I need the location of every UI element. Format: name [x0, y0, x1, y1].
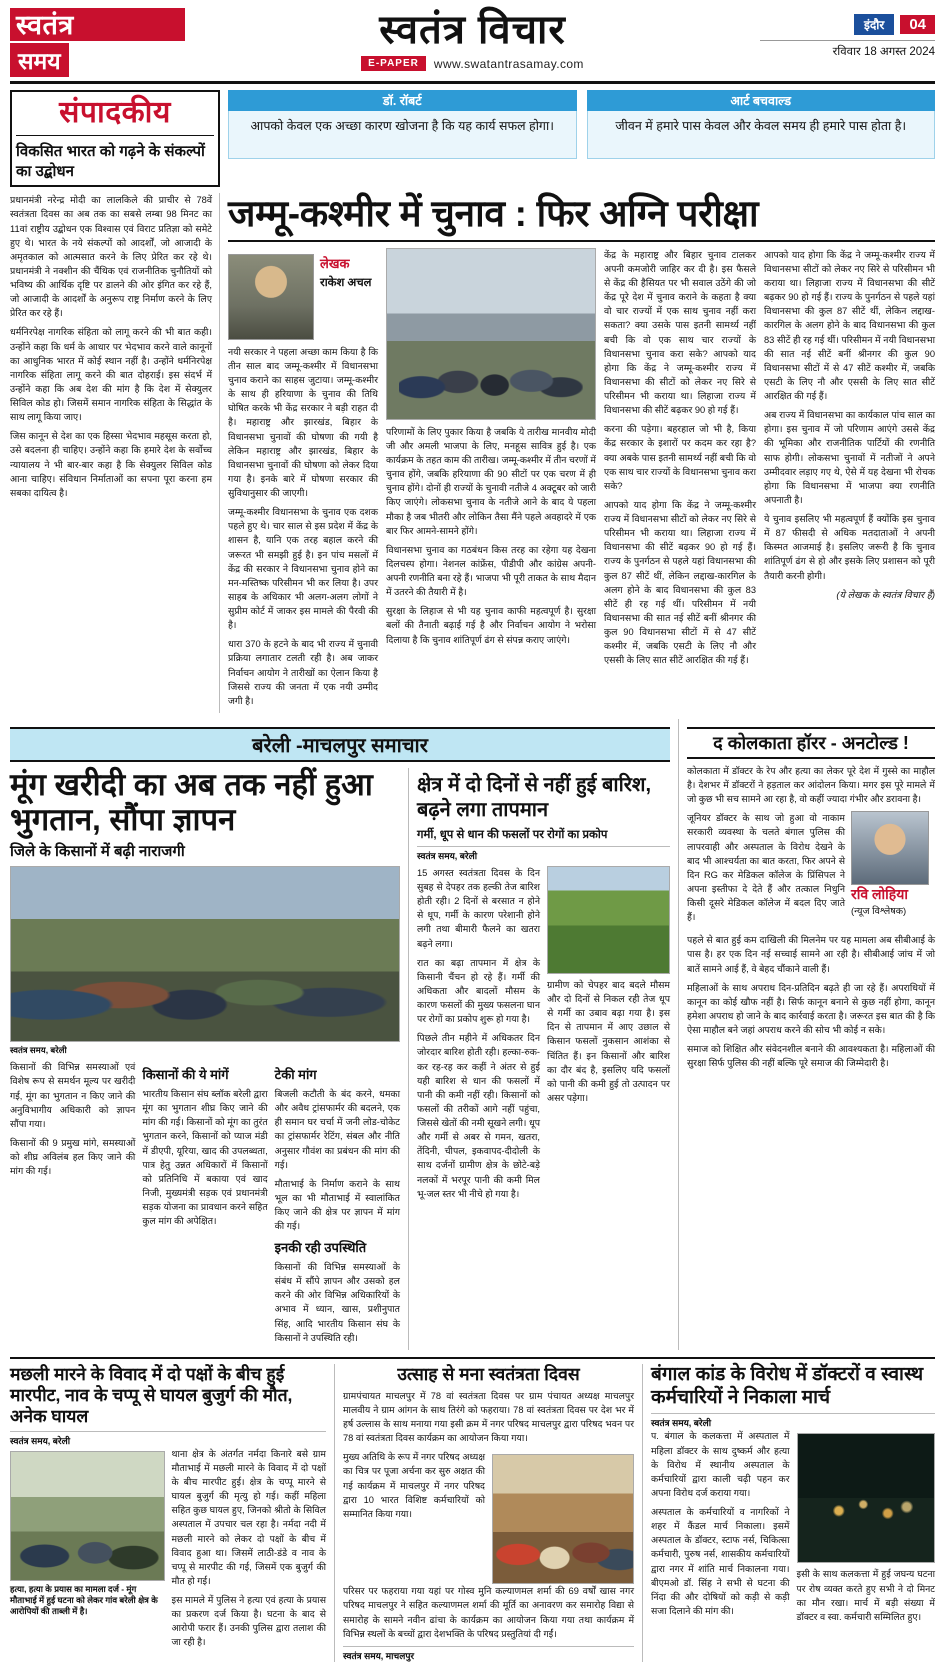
bottom-1-p1: थाना क्षेत्र के अंतर्गत नर्मदा किनारे बसे ग्राम मौताभाई में मछली मारने के विवाद में दो पक्षों के बीच मारपीट हुई। क्षेत्र के चप्पू मारने से घायल बुजुर्ग की मृत्यु हो गई। कहीं महिला सहित कुछ घायल हुए, जिनको श्रीतो के सिविल अस्पताल में उपचार चल रहा है। नर्मदा नदी में मछली मारने को लेकर दो पक्षों के बीच में विवाद हुआ था। जिसमें लाठी-डंडे व नाव के चप्पू से मारपीट की गई, जिसमें एक बुजुर्ग की मौत हो गई। — [171, 1448, 326, 1586]
newspaper-logo — [10, 8, 185, 77]
quote-band — [228, 90, 935, 187]
quote-author-2: आर्ट बचवाल्ड — [587, 90, 936, 111]
moong-col-1 — [10, 1060, 135, 1350]
kolkata-title: द कोलकाता हॉरर - अनटोल्ड ! — [687, 727, 935, 759]
moong-sub-p1: बिजली कटौती के बंद करने, धमका और अवैध ट्रांसफार्मर की बदलने, एक ही समान घर चर्चा में जनी लोड-चोकेट का ट्रांसफार्मर रेटिंग, संबल और नीति अनुसार गौवंश का प्रबंधन की मांग की गई। — [274, 1089, 400, 1170]
kolkata-story — [678, 719, 935, 1350]
moong-headline: मूंग खरीदी का अब तक नहीं हुआ भुगतान, सौंपा ज्ञापन — [10, 766, 373, 837]
editorial-body — [10, 193, 220, 713]
top-band — [10, 90, 935, 187]
moong-col-2 — [142, 1060, 267, 1350]
editorial-para-1: प्रधानमंत्री नरेन्द्र मोदी का लालकिले की प्राचीर से 78वें स्वतंत्रता दिवस का अब तक का सबसे लम्बा 98 मिनट का 11वां राष्ट्रीय उद्बोधन एक विश्वास एवं विराट प्रतिज्ञा को समेटे हुए थे। भारत के नये संकल्पों को आदर्शों, जो आजादी के अमृतकाल को आत्मसात करने के लिए प्रेरित कर रहे थे। प्रधानमंत्री ने नक्शीन की चैंथिक एवं राजनीतिक चुनौतियों को भविष्य की आर्थिक दृष्टि पर डालने की ओर इंगित कर रहे हैं, जो आजादी के आदर्शों के अनुरूप राष्ट्र निर्माण करने के लिए प्रेरित कर रहे हैं। — [10, 195, 212, 319]
editorial-para-3: जिस कानून से देश का एक हिस्सा भेदभाव महसूस करता हो, उसे बदलना ही चाहिए। उन्होंने कहा कि हमारे देश के सर्वोच्च न्यायालय ने भी बार-बार कहा है कि सेक्युलर सिविल कोड आना चाहिए। संविधान निर्माताओं का सपना पूरा करना हम सबका दायित्व है। — [10, 431, 212, 498]
bottom-2-byline: स्वतंत्र समय, माचलपुर — [343, 1646, 634, 1662]
bottom-1-photo — [10, 1451, 165, 1581]
analyst-name: रवि लोहिया — [851, 886, 908, 903]
lead-columns — [228, 248, 935, 713]
moong-photo — [10, 866, 400, 1042]
bottom-3-photo — [797, 1433, 936, 1563]
moong-subcol-head: टेकी मांग — [274, 1067, 317, 1083]
lead-c1-p1: नयी सरकार ने पहला अच्छा काम किया है कि तीन साल बाद जम्मू-कश्मीर में विधानसभा चुनाव कराने का साहस जुटाया। जम्मू-कश्मीर के साथ ही हरियाणा के चुनाव की तिथि घोषित करके भी केंद्र सरकार ने बड़ी राहत दी है। महाराष्ट्र और झारखंड, बिहार के विधानसभा चुनावों की घोषणा की गयी है लेकिन महाराष्ट्र और झारखंड, बिहार के विधानसभा चुनावों की घोषणा को लेकर दिया गया है। इनके बारे में घोषणा सरकार की सुविधानुसार की जाएगी। — [228, 346, 378, 499]
lead-c3-p1: केंद्र के महाराष्ट्र और बिहार चुनाव टालकर अपनी कमजोरी जाहिर कर दी है। इस फैसले से केंद्र की हैसियत पर भी सवाल उठेंगे की जो केंद्र पूरे देश में चुनाव कराने के कहता है क्या वो चार राज्यों में एक साथ चुनाव नहीं करा सकता? क्या उसके पास इतनी सामर्थ्य नहीं बची कि वो एक साथ चार राज्यों के विधानसभा चुनाव करा सके? आपको याद होगा कि केंद्र ने जम्मू-कश्मीर राज्य में विधानसभा की सीटों को लेकर नए सिरे से परिसीमन भी कराया था। लिहाजा राज्य में विधानसभा की सीटें बढ़कर 90 हो गई हैं। — [604, 249, 756, 416]
masthead — [10, 8, 935, 84]
bottom-story-2 — [334, 1364, 634, 1662]
section-bar-bareilly: बरेली -माचलपुर समाचार — [10, 727, 670, 762]
rain-col-2 — [547, 866, 670, 1206]
lead-c3-p3: आपको याद होगा कि केंद्र ने जम्मू-कश्मीर राज्य में विधानसभा सीटों को लेकर नए सिरे से परिसीमन भी कराया था। लिहाजा राज्य में विधानसभा की सीटें बढ़कर 90 हो गई हैं। राज्य के पुनर्गठन से पहले यहां विधानसभा की कुल 87 सीटें थीं, लेकिन लद्दाख-कारगिल के अलग होने के बाद विधानसभा की कुल 83 सीटें ही रह गई थीं। परिसीमन में नयी विधानसभा की सात नई सीटें बनीं श्रीनगर की कुल 90 विधानसभा सीटों में से 47 सीटें कश्मीर में, जबकि एसटी के लिए नौ और एससी के लिए सात सीटें आरक्षित की गई हैं। — [604, 499, 756, 666]
bottom-3-p1: प. बंगाल के कलकत्ता में अस्पताल में महिला डॉक्टर के साथ दुष्कर्म और हत्या के विरोध में स्थानीय अस्पताल के कर्मचारियों द्वारा काली चढ़ी पहन कर अपना विरोध दर्ज कराया गया। — [651, 1431, 790, 1498]
editorial-title: संपादकीय — [59, 96, 171, 130]
lead-story — [228, 193, 935, 713]
rain-subhead: गर्मी, धूप से धान की फसलों पर रोगों का प्रकोप — [417, 828, 608, 841]
bottom-story-1 — [10, 1364, 326, 1662]
quote-author-1: डॉ. रॉबर्ट — [228, 90, 577, 111]
bottom-2-p2: मुख्य अतिथि के रूप में नगर परिषद अध्यक्ष का चित्र पर पूजा अर्चना कर सुरु अक्षत की गई कार्यक्रम में माचलपुर में नगर परिषद द्वारा 10 भारत विशिष्ट कर्मचारियों को सम्मानित किया गया। — [343, 1452, 485, 1519]
bottom-3-p3: इसी के साथ कलकत्ता में हुई जघन्य घटना पर रोष व्यक्त करते हुए सभी ने दो मिनट का मौन रखा। मार्च में बड़ी संख्या में डॉक्टर व स्वा. कर्मचारी सम्मिलित हुए। — [796, 1569, 935, 1622]
kolkata-p5: समाज को शिक्षित और संवेदनशील बनाने की आवश्यकता है। महिलाओं की सुरक्षा सिर्फ पुलिस की नहीं बल्कि पूरे समाज की जिम्मेदारी है। — [687, 1044, 935, 1069]
bottom-region — [10, 1357, 935, 1662]
moong-photo-caption: स्वतंत्र समय, बरेली — [10, 1045, 67, 1056]
bottom-3-p2: अस्पताल के कर्मचारियों व नागरिकों ने शहर में कैंडल मार्च निकाला। इसमें अस्पताल के डॉक्टर, स्टाफ नर्स, चिकित्सा कर्मचारी, पुरुष नर्स, शासकीय कर्मचारियों द्वारा नगर में शांति मार्च निकालना गया। बीएमओ डॉ. सिंह ने सभी से घटना की निंदा की और दोषियों को कड़ी से कड़ी सजा दिलाने की मांग की। — [651, 1507, 790, 1616]
editorial-para-2: धर्मनिरपेक्ष नागरिक संहिता को लागू करने की भी बात कही। उन्होंने कहा कि धर्म के आधार पर भेदभाव करने वाले कानूनों का आधुनिक भारत में कोई स्थान नहीं है। उन्होंने धर्मनिरपेक्ष नागरिक संहिता लागू करने की बात दोहराई। इस संदर्भ में उन्होंने कहा कि अब देश की मांग है कि देश में सेक्युलर सिविल कोड हो। जिसमें समान नागरिक संहिता के सिद्धांत के साथ लागू किया जाए। — [10, 327, 212, 423]
moong-col2-head: किसानों की ये मांगें — [142, 1067, 229, 1083]
moong-c3-p1: किसानों की विभिन्न समस्याओं के संबंध में सौंपे ज्ञापन और उसको हल करने की ओर विभिन्न अधिकारियों के अभाव में ध्यान, खास, प्रशीनुपात सिंह, आदि भारतीय किसान संघ के किसानों ने उपस्थिति रही। — [274, 1262, 400, 1343]
rain-p1: 15 अगस्त स्वतंत्रता दिवस के दिन सुबह से देपहर तक हल्की तेज बारिश होती रही। 2 दिनों से बरसात न होने से धूप, गर्मी के कारण परेशानी होने लगी तथा बीमारी फैलने का खतरा बढ़ने लगा। — [417, 867, 540, 949]
rain-photo — [547, 866, 670, 974]
kolkata-p3: पहले से बात हुई कम दाखिली की मिलनेम पर यह मामला अब सीबीआई के पास है। हर एक दिन नई सच्चाई सामने आ रही है। सीबीआई जांच में जो बातें सामने आई हैं, वे बेहद चौंकाने वाली हैं। — [687, 935, 935, 974]
main-region — [10, 193, 935, 713]
lead-closing-note: (ये लेखक के स्वतंत्र विचार हैं) — [836, 589, 935, 601]
lead-col-1 — [228, 248, 378, 713]
quote-text-1: आपको केवल एक अच्छा कारण खोजना है कि यह कार्य सफल होगा। — [228, 111, 577, 159]
lead-headline: जम्मू-कश्मीर में चुनाव : फिर अग्नि परीक्षा — [228, 193, 935, 241]
mid-region — [10, 719, 935, 1350]
edition-badge: इंदौर — [854, 14, 894, 35]
lead-c1-p2: जम्मू-कश्मीर विधानसभा के चुनाव एक दशक पहले हुए थे। चार साल से इस प्रदेश में केंद्र के शासन है, यानि एक तरह बहाल करने की जरूरत भी समझी हुई है। इन पांच मसलों में केंद्र की सरकार ने विधानसभा चुनाव होने का मन-मस्तिष्क परिसीमन भी कर लिया है। उपर साहब के अधिकार भी अलग-अलग लोगों ने सुप्रीम कोर्ट में जाकर इस मामले की पैरवी की है। — [228, 507, 378, 631]
lead-col-2 — [386, 248, 596, 713]
epaper-badge: E-PAPER — [361, 56, 426, 71]
analyst-role: (न्यूज विश्लेषक) — [851, 906, 907, 918]
bottom-1-p2: इस मामले में पुलिस ने हत्या एवं हत्या के प्रयास का प्रकरण दर्ज किया है। घटना के बाद से आरोपी फरार हैं। उनकी पुलिस द्वारा तलाश की जा रही है। — [171, 1595, 326, 1648]
website-url[interactable]: www.swatantrasamay.com — [433, 56, 584, 71]
moong-story — [10, 768, 400, 1350]
kolkata-p1: कोलकाता में डॉक्टर के रेप और हत्या का लेकर पूरे देश में गुस्से का माहौल है। देशभर में डॉक्टरों ने हड़ताल कर आंदोलन किया। मगर इस पूरे मामले में जो कुछ भी सच सामने आ रहा है, वो कहीं ज्यादा गंभीर और डरावना है। — [687, 765, 935, 805]
analyst-photo — [851, 811, 929, 885]
rain-headline: क्षेत्र में दो दिनों से नहीं हुई बारिश, बढ़ने लगा तापमान — [417, 773, 652, 821]
moong-c2-p1: भारतीय किसान संघ ब्लॉक बरेली द्वारा मूंग का भुगतान शीघ्र किए जाने की मांग की गई। किसानों को मूंग का तुरंत भुगतान करने, किसानों को प्याज मंडी में डीएपी, यूरिया, खाद की उपलब्धता, पात्र हेतु उन्नत अधिकारों में किसानों को प्रतिनिधि में बकाया एवं खाद निजी, मुख्यमंत्री सड़क एवं प्रधानमंत्री सड़क योजना का प्रावधान करने सहित कुल मांग की अपेक्षित। — [142, 1089, 268, 1227]
author-tag: लेखक — [320, 255, 350, 271]
moong-c1-p2: किसानों की 9 प्रमुख मांगे, समस्याओं को शीघ्र अविलंब हल किए जाने की मांग की गई। — [10, 1137, 136, 1177]
publication-date: रविवार 18 अगस्त 2024 — [760, 40, 935, 59]
editorial-column-head — [10, 90, 220, 187]
bottom-1-caption: हत्या, हत्या के प्रयास का मामला दर्ज - मूंग मौताभाई में हुई घटना को लेकर गांव बरेली क्षेत्र के आरोपियों की ताब्ली में है। — [10, 1583, 158, 1616]
masthead-right — [760, 8, 935, 59]
bareilly-section — [10, 719, 670, 1350]
rain-p2: रात का बढ़ा तापमान में क्षेत्र के किसानी चैंचन हो रहे हैं। गर्मी की अधिकता और बादलों मौसम के कारण फसलों की मुख्य फसलना घान पर रोगों का प्रकोप शुरू हो गया है। — [417, 957, 540, 1025]
rain-p3: पिछले तीन महीने में अधिकतर दिन जोरदार बारिश होती रही। हल्का-रुक-कर रह-रह कर कहीं ने अंतर से हुई यही बारिश से धान की फसलों में पानी की कमी नहीं रही। किसानों को फसलों की तरीकों आगे नहीं पहुंचा, जिससे खेतों की नमी सूखने लगी। धूप और गर्मी से अबर से गमन, खतरा, तेंदिनी, चीपल, इकवापद-दीदोली के साथ दर्जनों ग्रामीण क्षेत्र के छोटे-बड़े नलकों में भरपूर पानी की कमी मिल भू-जल स्तर भी नीचे हो गया है। — [417, 1033, 540, 1199]
lead-c2-p1: परिणामों के लिए पुकार किया है जबकि ये तारीख मानवीय मोदी जी और अमली भाजपा के लिए, मनहूस सावित्र हुई है। एक कार्यक्रम के तहत काम की तारीख। जम्मू-कश्मीर में तीन चरणों में चुनाव होंगे, जबकि हरियाणा की 90 सीटों पर एक चरण में ही चुनाव होंगे। दोनों ही राज्यों के चुनावी नतीजे 4 अक्टूबर को जारी किए जाएंगे। लोकसभा चुनाव के नतीजे आने के बाद ये पहला मौका है जब भीतरी और लोकिन तैसा मैंने पहले अवहादरे में एक बार फिर आमने-सामने होंगे। — [386, 426, 596, 536]
lead-c4-p1: आपको याद होगा कि केंद्र ने जम्मू-कश्मीर राज्य में विधानसभा सीटों को लेकर नए सिरे से परिसीमन भी कराया था। लिहाजा राज्य में विधानसभा की सीटें बढ़कर 90 हो गई हैं। राज्य के पुनर्गठन से पहले यहां विधानसभा की कुल 87 सीटें थीं, लेकिन लद्दाख-कारगिल के अलग होने के बाद विधानसभा की कुल 83 सीटें ही रह गई थीं। परिसीमन में नयी विधानसभा की सात नई सीटें बनीं श्रीनगर की कुल 90 विधानसभा सीटों में से 47 सीटें कश्मीर में, जबकि एसटी के लिए नौ और एससी के लिए सात सीटें आरक्षित की गई हैं। — [764, 249, 935, 402]
bottom-2-p3: परिसर पर फहराया गया यहां पर गोस्व मुनि कल्याणमल शर्मा की 69 वर्षों खास नगर परिषद माचलपुर ने सहित कल्याणमल शर्मा की मूर्ति का अनावरण कर समारोह विद्या से समारोह के सामने नवीन ढांचा के कार्यक्रम का आयोजन किया गया तथा कार्यक्रम में विभिन्न स्थलों के बच्चों द्वारा देशभक्ति के परिषद प्रस्तुतियां दी गईं। — [343, 1586, 634, 1639]
author-name: राकेश अचल — [320, 276, 372, 289]
quote-box-2 — [587, 90, 936, 187]
rain-story — [408, 768, 670, 1350]
rain-byline: स्वतंत्र समय, बरेली — [417, 846, 670, 862]
analyst-block — [687, 811, 935, 929]
lead-c3-p2: करना की पड़ेगा। बहरहाल जो भी है, किया केंद्र सरकार के इशारों पर कदम कर रहा है? क्या अबके पास इतनी सामर्थ्य नहीं बची कि वो एक साथ चार राज्यों के विधानसभा चुनाव करा सके? — [604, 424, 756, 491]
lead-c4-p2: अब राज्य में विधानसभा का कार्यकाल पांच साल का होगा। इस चुनाव में जो परिणाम आएंगे उससे केंद्र की भूमिका और राजनीतिक पार्टियों की रणनीति साफ होगी। लोकसभा चुनावों में नतीजों ने अपने उम्मीदवार लड़ाए गए थे, ऐसे में यह देखना भी रोचक होगा कि विधानसभा में भाजपा क्या रणनीति अपनाती है। — [764, 410, 935, 505]
moong-subhead: जिले के किसानों में बढ़ी नाराजगी — [10, 843, 185, 861]
masthead-center — [185, 8, 760, 71]
bottom-3-headline: बंगाल कांड के विरोध में डॉक्टरों व स्वास्थ कर्मचारियों ने निकाला मार्च — [651, 1363, 924, 1408]
bottom-1-byline: स्वतंत्र समय, बरेली — [10, 1431, 326, 1447]
author-photo — [228, 254, 314, 340]
lead-c1-p3: धारा 370 के हटने के बाद भी राज्य में चुनावी प्रक्रिया लगातार टलती रही है। अब जाकर निर्वाचन आयोग ने तारीखों का ऐलान किया है जिससे राज्य की जनता में एक नयी उम्मीद जगी है। — [228, 639, 378, 706]
kolkata-p4: महिलाओं के साथ अपराध दिन-प्रतिदिन बढ़ते ही जा रहे हैं। अपराधियों में कानून का कोई खौफ नहीं है। सिर्फ कानून बनाने से कुछ नहीं होगा, कानून हमेशा अपराध हो जाने के बाद कार्रवाई करता है। जरूरत इस बात की है कि ऐसा माहौल बने जहां अपराध करने की सोच भी कोई न सके। — [687, 982, 935, 1036]
masthead-subline — [185, 56, 760, 71]
logo-line-2: समय — [10, 43, 69, 77]
rain-col-1 — [417, 866, 540, 1206]
author-meta — [320, 254, 371, 340]
moong-sub-p2: मौताभाई के निर्माण कराने के साथ भूल का भी मौताभाई में स्वालांकित किए जाने की क्षेत्र पर ज्ञापन में मांग की गई। — [274, 1178, 400, 1232]
page-title: स्वतंत्र विचार — [379, 8, 566, 52]
bottom-2-headline: उत्साह से मना स्वतंत्रता दिवस — [397, 1363, 580, 1384]
lead-photo — [386, 248, 596, 420]
editorial-subtitle: विकसित भारत को गढ़ने के संकल्पों का उद्बोधन — [16, 135, 214, 181]
moong-col3-head: इनकी रही उपस्थिति — [274, 1240, 367, 1256]
bottom-2-photo — [492, 1454, 634, 1584]
page-number-badge: 04 — [900, 15, 935, 34]
lead-c4-p3: ये चुनाव इसलिए भी महत्वपूर्ण हैं क्योंकि इस चुनाव में 87 फीसदी से अधिक मतदाताओं ने अपनी किस्मत आजमाई है। इसलिए जरूरी है कि चुनाव शांतिपूर्ण ढंग से हो और इसके लिए प्रशासन को पूरी तैयारी करनी होगी। — [764, 514, 935, 581]
lead-c2-p3: सुरक्षा के लिहाज से भी यह चुनाव काफी महत्वपूर्ण है। सुरक्षा बलों की तैनाती बढ़ाई गई है और निर्वाचन आयोग ने भरोसा दिलाया है कि चुनाव शांतिपूर्ण ढंग से संपन्न कराए जाएंगे। — [386, 606, 596, 645]
quote-text-2: जीवन में हमारे पास केवल और केवल समय ही हमारे पास होता है। — [587, 111, 936, 159]
lead-c2-p2: विधानसभा चुनाव का गठबंधन किस तरह का रहेगा यह देखना दिलचस्प होगा। नेशनल कांफ्रेंस, पीडीपी और कांग्रेस अपनी-अपनी रणनीति बना रहे हैं। भाजपा भी पूरी ताकत के साथ मैदान में उतरने की तैयारी में है। — [386, 544, 596, 598]
moong-c1-p1: किसानों की विभिन्न समस्याओं एवं विशेष रूप से समर्थन मूल्य पर खरीदी गई, मूंग का भुगतान न किए जाने की अनुविभागीय अधिकारी को ज्ञापन सौंपा गया। — [10, 1062, 136, 1129]
author-block — [228, 254, 378, 340]
bottom-story-3 — [642, 1364, 935, 1662]
edition-row — [760, 14, 935, 35]
logo-line-1: स्वतंत्र — [10, 8, 185, 41]
lead-col-3 — [604, 248, 756, 713]
lead-col-4 — [764, 248, 935, 713]
bottom-1-headline: मछली मारने के विवाद में दो पक्षों के बीच हुई मारपीट, नाव के चप्पू से घायल बुजुर्ग की मौत, अनेक घायल — [10, 1363, 293, 1426]
kolkata-p2: जूनियर डॉक्टर के साथ जो हुआ वो नाकाम सरकारी व्यवस्था के चलते बंगाल पुलिस की लापरवाही और अस्पताल के विरोध देखने के बाद भी आश्चर्यता का बात करता, फिर अपने से दिन RG कर मेडिकल कॉलेज के प्रिंसिपल ने अपना इस्तीफा दे देते हैं और तत्काल निधुनि किसी दूसरे मेडिकल कॉलेज में बदल दिए जाते हैं। — [687, 813, 845, 923]
bottom-2-p1: ग्रामपंचायत माचलपुर में 78 वां स्वतंत्रता दिवस पर ग्राम पंचायत अध्यक्ष माचलपुर मालवीय ने ग्राम आंगन के साथ तिरंगे को फहराया। 78 वां स्वतंत्रता दिवस पर देश भर में हर्ष उल्लास के साथ मनाया गया इसी क्रम में नगर परिषद माचलपुर द्वारा परिषद भवन पर 78 वां स्वतंत्रता दिवस कार्यक्रम का आयोजन किया गया। — [343, 1390, 634, 1444]
quote-box-1 — [228, 90, 577, 187]
bottom-3-byline: स्वतंत्र समय, बरेली — [651, 1413, 935, 1429]
moong-col-3 — [275, 1060, 400, 1350]
rain-p4: ग्रामीण को चेपहर बाद बदले मौसम और दो दिनों से निकल रही तेज धूप से गर्मी का उबाव बढ़ा गया है। इस दिन से तापमान में आए उछाल से किसान फसलों नुकसान आशंका से चिंतित हैं। इन किसानों और बारिश का दौर बंद है, इसलिए यदि फसलों को पानी की कमी हुई तो उत्पादन पर असर पड़ेगा। — [547, 979, 670, 1103]
